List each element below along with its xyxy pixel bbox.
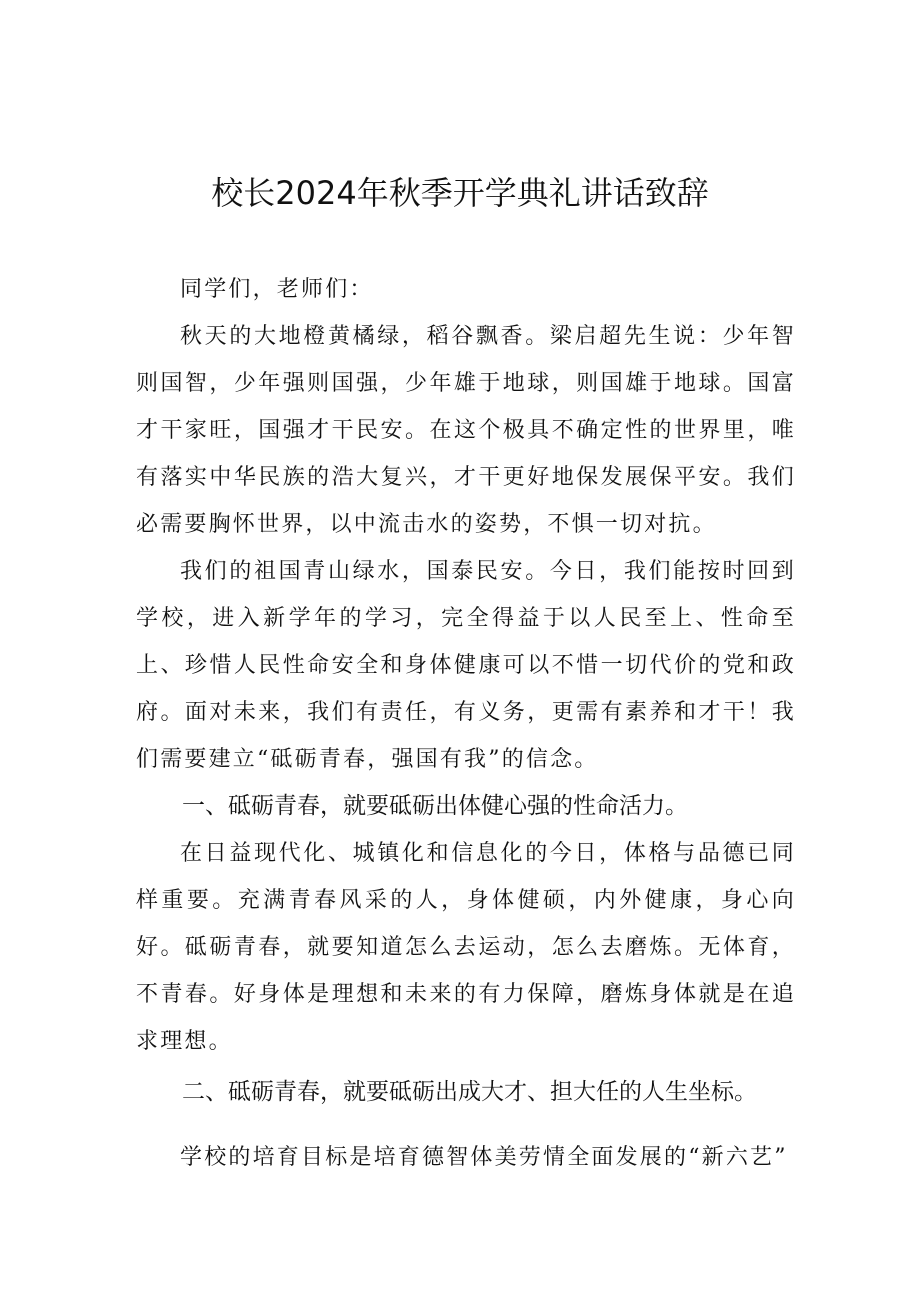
document-body [136, 266, 796, 1181]
section-1-paragraph: 在日益现代化、城镇化和信息化的今日，体格与品德已同样重要。充满青春风采的人，身体健硕，内外健康，身心向好。砥砺青春，就要知道怎么去运动，怎么去磨炼。无体育，不青春。好身体是理想和未来的有力保障，磨炼身体就是在追求理想。 [136, 841, 796, 1054]
paragraph-1: 秋天的大地橙黄橘绿，稻谷飘香。梁启超先生说：少年智则国智，少年强则国强，少年雄于地球，则国雄于地球。国富才干家旺，国强才干民安。在这个极具不确定性的世界里，唯有落实中华民族的浩大复兴，才干更好地保发展保平安。我们必需要胸怀世界，以中流击水的姿势，不惧一切对抗。 [136, 324, 796, 537]
section-1-heading: 一、砥砺青春，就要砥砺出体健心强的性命活力。 [182, 793, 688, 819]
section-2-paragraph: 学校的培育目标是培育德智体美劳情全面发展的“新六艺” [180, 1145, 788, 1170]
document-title: 校长2024年秋季开学典礼讲话致辞 [211, 174, 709, 212]
salutation: 同学们，老师们： [180, 277, 374, 302]
paragraph-2: 我们的祖国青山绿水，国泰民安。今日，我们能按时回到学校，进入新学年的学习，完全得益于以人民至上、性命至上、珍惜人民性命安全和身体健康可以不惜一切代价的党和政府。面对未来，我们有责任，有义务，更需有素养和才干！我们需要建立“砥砺青春，强国有我”的信念。 [136, 559, 796, 772]
section-2-heading: 二、砥砺青春，就要砥砺出成大才、担大任的人生坐标。 [182, 1079, 757, 1105]
